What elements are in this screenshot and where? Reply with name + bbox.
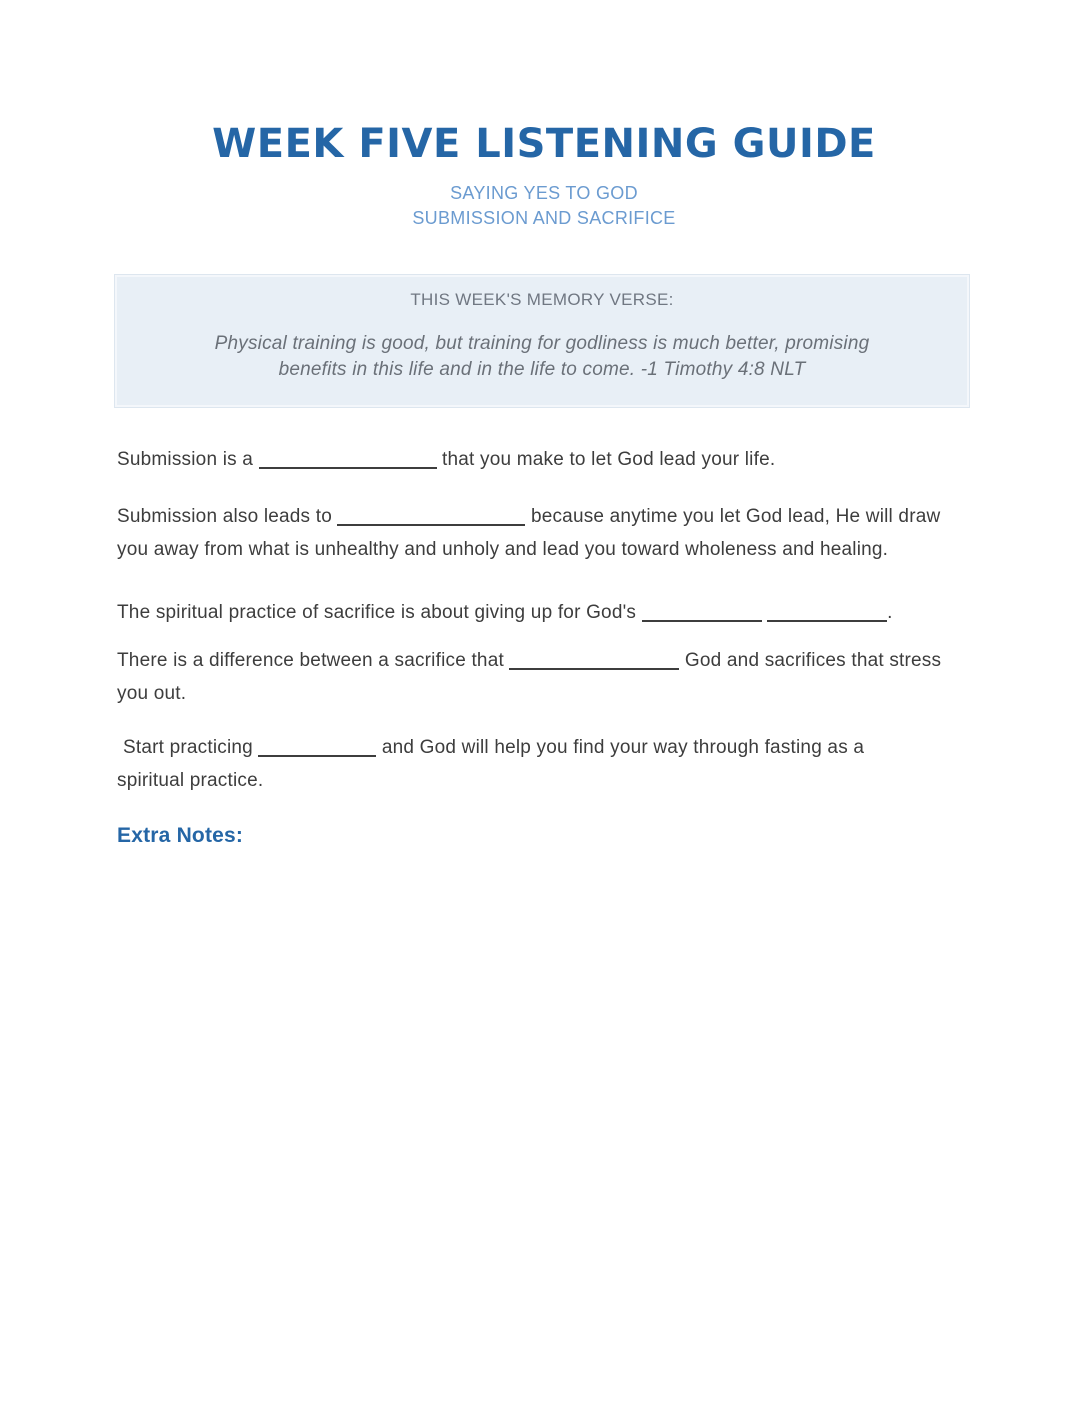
subtitle-line-2: SUBMISSION AND SACRIFICE (412, 208, 676, 228)
statement-4-text-c: you out. (117, 683, 187, 704)
statement-3-text-b: . (887, 602, 893, 623)
statement-4 (117, 644, 977, 672)
memory-verse-box (115, 275, 969, 407)
statement-1-text-a: Submission is a (117, 449, 254, 470)
page-title: WEEK FIVE LISTENING GUIDE (212, 121, 876, 167)
statement-5-text-c: spiritual practice. (117, 770, 264, 791)
statement-2-text-c: you away from what is unhealthy and unholy and lead you toward wholeness and healing. (117, 539, 889, 560)
statement-4-text-b: God and sacrifices that stress (684, 650, 942, 671)
extra-notes-heading: Extra Notes: (117, 824, 244, 847)
memory-verse-heading: THIS WEEK'S MEMORY VERSE: (410, 290, 674, 309)
statement-5-text-b: and God will help you find your way through fasting as a (381, 737, 865, 758)
statement-2-text-b: because anytime you let God lead, He will draw (530, 506, 941, 527)
statement-5-text-a: Start practicing (123, 737, 253, 758)
statement-2 (117, 500, 977, 528)
statement-4-continued (117, 683, 977, 705)
blank-field-3b[interactable] (767, 600, 887, 622)
subtitle-line-1: SAYING YES TO GOD (450, 183, 638, 203)
statement-2-continued (117, 539, 977, 561)
statement-5 (123, 731, 983, 759)
statement-5-continued (117, 770, 977, 792)
statement-3 (117, 596, 977, 624)
statement-1-text-b: that you make to let God lead your life. (442, 449, 776, 470)
blank-field-4[interactable] (509, 648, 679, 670)
blank-field-2[interactable] (337, 504, 525, 526)
statement-2-text-a: Submission also leads to (117, 506, 332, 527)
blank-field-5[interactable] (258, 735, 376, 757)
statement-4-text-a: There is a difference between a sacrifice that (117, 650, 504, 671)
statement-3-text-a: The spiritual practice of sacrifice is about giving up for God's (117, 602, 637, 623)
blank-field-3a[interactable] (642, 600, 762, 622)
memory-verse-line-1: Physical training is good, but training for godliness is much better, promising (214, 333, 870, 354)
memory-verse-line-2: benefits in this life and in the life to come. -1 Timothy 4:8 NLT (278, 359, 806, 380)
memory-verse-text (117, 331, 967, 383)
blank-field-1[interactable] (259, 447, 437, 469)
statement-1 (117, 443, 977, 471)
